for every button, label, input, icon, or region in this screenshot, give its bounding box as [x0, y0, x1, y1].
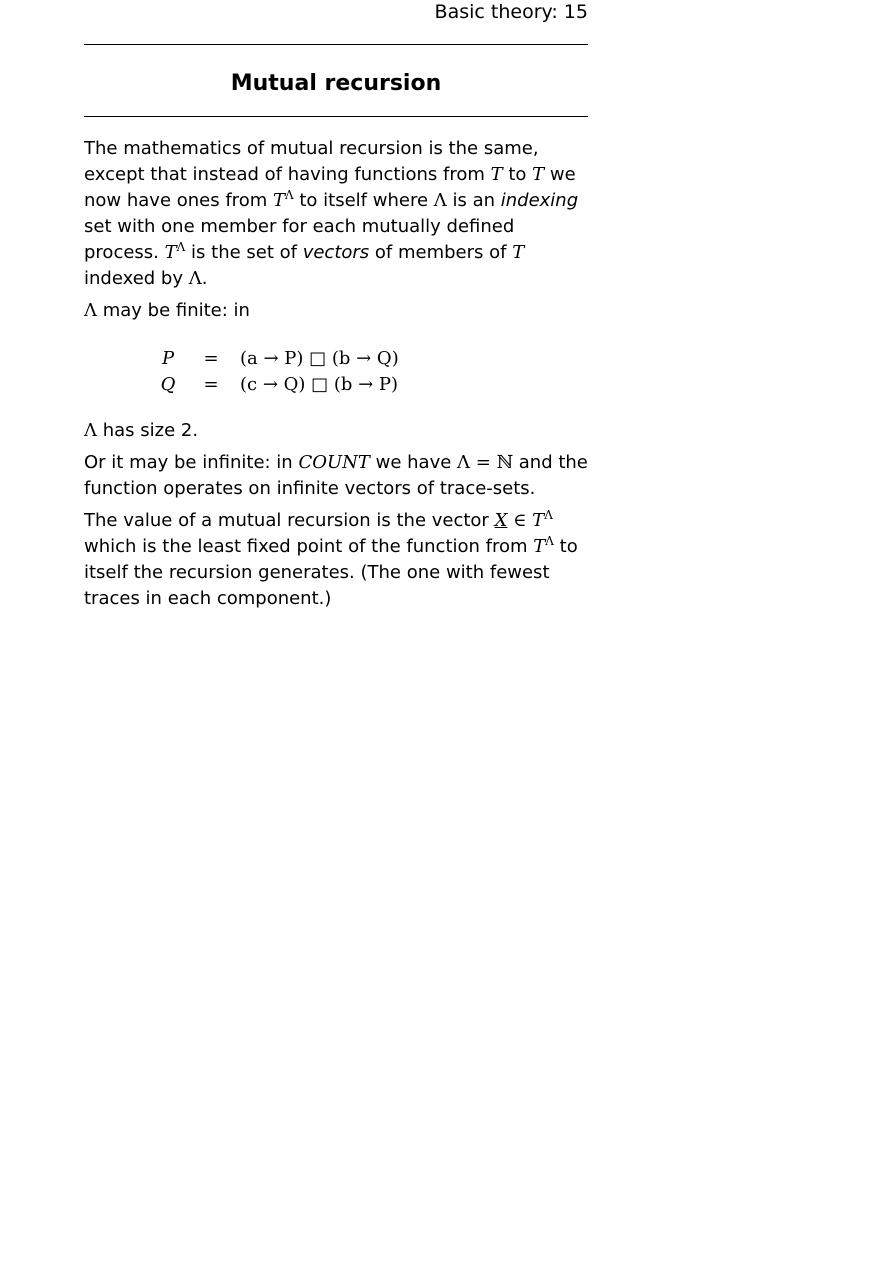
paragraph-finite — [84, 298, 590, 324]
trace-set-symbol: T — [272, 190, 285, 211]
lambda-superscript: Λ — [544, 508, 553, 522]
text-run: may be finite: in — [97, 300, 250, 321]
lambda-symbol: Λ — [188, 268, 202, 289]
text-run: to itself where — [293, 190, 434, 211]
equation-array — [154, 346, 399, 398]
lambda-symbol: Λ — [84, 420, 97, 441]
emphasis-indexing: indexing — [500, 190, 579, 211]
trace-set-symbol: T — [164, 242, 177, 263]
paragraph-infinite — [84, 450, 590, 502]
equation-lhs: P — [161, 348, 175, 369]
paragraph-intro — [84, 136, 590, 292]
text-run: to itself the recursion generates. (The one with fewest traces in each component.) — [84, 536, 578, 609]
equation-row — [154, 372, 399, 398]
section-title: Mutual recursion — [230, 71, 442, 96]
paragraph-size — [84, 418, 590, 444]
lambda-symbol: Λ — [433, 190, 447, 211]
equation-lhs: Q — [160, 374, 176, 395]
inline-math: Λ = ℕ — [457, 452, 514, 473]
trace-set-symbol: T — [532, 510, 545, 531]
text-run: of members of — [369, 242, 513, 263]
lambda-superscript: Λ — [545, 534, 554, 548]
text-run: has size 2. — [97, 420, 199, 441]
trace-set-symbol: T — [532, 164, 545, 185]
equation-rhs: (c → Q) □ (b → P) — [240, 374, 399, 395]
text-run: we have — [369, 452, 458, 473]
trace-set-symbol: T — [512, 242, 525, 263]
text-run: . — [201, 268, 208, 289]
emphasis-vectors: vectors — [302, 242, 370, 263]
title-rule-top — [84, 44, 588, 45]
paragraph-value — [84, 508, 590, 612]
lambda-superscript: Λ — [176, 240, 186, 254]
lambda-superscript: Λ — [284, 188, 294, 202]
text-run: The mathematics of mutual recursion is the same, except that instead of having functions from — [84, 138, 539, 185]
trace-set-symbol: T — [533, 536, 546, 557]
text-run: is the set of — [185, 242, 303, 263]
text-run: The value of a mutual recursion is the vector — [84, 510, 495, 531]
running-header: Basic theory: 15 — [434, 1, 588, 23]
body-text — [84, 136, 590, 618]
text-run: set with one member for each mutually defined process. — [84, 216, 515, 263]
lambda-symbol: Λ — [84, 300, 97, 321]
equation-equals: = — [203, 374, 219, 395]
element-of-symbol: ∈ — [507, 510, 533, 531]
equation-equals: = — [203, 348, 219, 369]
text-run: is an — [446, 190, 501, 211]
count-process-name: COUNT — [298, 452, 370, 473]
text-run: we now have ones from — [84, 164, 576, 211]
title-rule-bottom — [84, 116, 588, 117]
text-run: Or it may be infinite: in — [84, 452, 299, 473]
vector-X: X — [494, 510, 508, 531]
trace-set-symbol: T — [490, 164, 503, 185]
text-run: indexed by — [84, 268, 189, 289]
equation-rhs: (a → P) □ (b → Q) — [240, 348, 399, 369]
equation-row — [154, 346, 399, 372]
text-run: which is the least fixed point of the function from — [84, 536, 534, 557]
text-run: and the function operates on infinite vectors of trace-sets. — [84, 452, 588, 499]
text-run: to — [502, 164, 533, 185]
